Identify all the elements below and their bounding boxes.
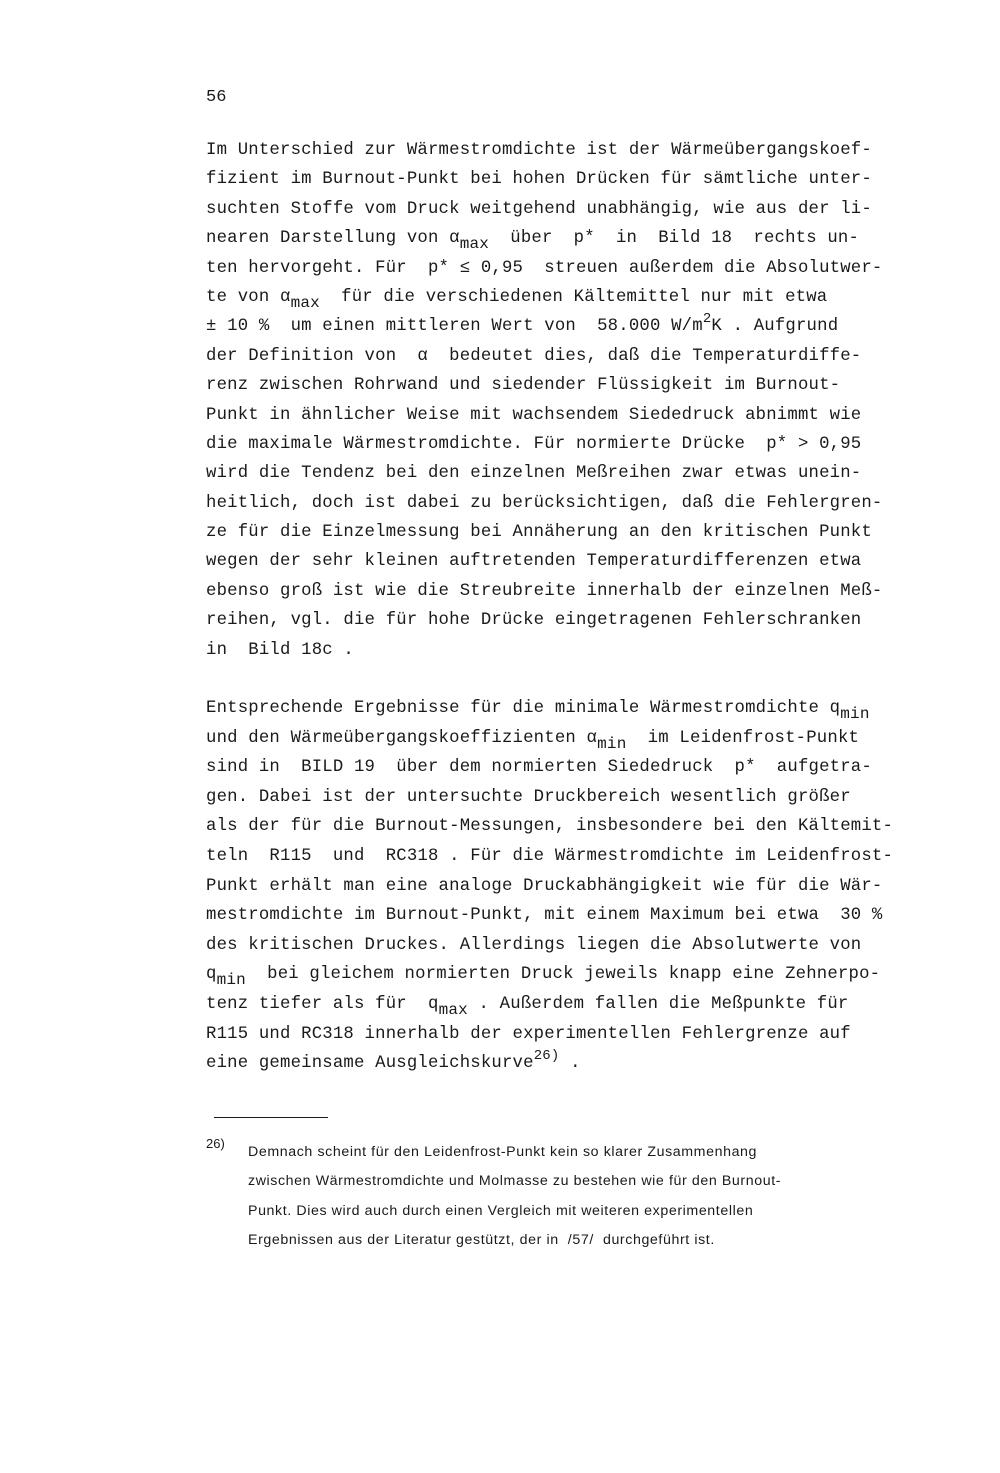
text-line: reihen, vgl. die für hohe Drücke eingetragenen Fehlerschranken [206,611,862,631]
text-line: der Definition von α bedeutet dies, daß die Temperaturdiffe- [206,346,862,366]
text-line: und den Wärmeübergangskoeffizienten $\alpha_{min}$ im Leidenfrost-Punkt [206,728,860,753]
text-line: Punkt in ähnlicher Weise mit wachsendem Siededruck abnimmt wie [206,405,862,425]
text-line: teln R115 und RC318 . Für die Wärmestromdichte im Leidenfrost- [206,846,894,866]
text-line: ± 10 % um einen mittleren Wert von 58.000 $W/m^2K$ . Aufgrund [206,311,839,337]
text-line: als der für die Burnout-Messungen, insbesondere bei den Kältemit- [206,817,894,837]
text-line: gen. Dabei ist der untersuchte Druckbereich wesentlich größer [206,787,851,807]
footnote-line: Punkt. Dies wird auch durch einen Vergleich mit weiteren experimentellen [248,1202,754,1219]
text-line: wird die Tendenz bei den einzelnen Meßreihen zwar etwas unein- [206,464,862,484]
text-line: ze für die Einzelmessung bei Annäherung an den kritischen Punkt [206,523,872,543]
paragraph-2 [206,694,966,1079]
footnote-text [206,1138,966,1255]
text-line: te von $\alpha_{max}$ für die verschiedenen Kältemittel nur mit etwa [206,287,828,312]
page-number: 56 [206,88,227,107]
text-line: Punkt erhält man eine analoge Druckabhängigkeit wie für die Wär- [206,876,883,896]
text-line: R115 und RC318 innerhalb der experimentellen Fehlergrenze auf [206,1024,851,1044]
text-line: ebenso groß ist wie die Streubreite innerhalb der einzelnen Meß- [206,581,883,601]
text-line: wegen der sehr kleinen auftretenden Temperaturdifferenzen etwa [206,552,862,572]
footnote-line: Demnach scheint für den Leidenfrost-Punkt kein so klarer Zusammenhang [248,1144,758,1160]
footnote-separator [214,1117,328,1118]
text-line: heitlich, doch ist dabei zu berücksichtigen, daß die Fehlergren- [206,493,883,513]
footnote-mark: 26) [206,1136,225,1151]
text-line: des kritischen Druckes. Allerdings liegen die Absolutwerte von [206,935,862,955]
text-line: renz zwischen Rohrwand und siedender Flüssigkeit im Burnout- [206,376,841,396]
text-line: in Bild 18c . [206,640,354,660]
footnote-line: Ergebnissen aus der Literatur gestützt, der in /57/ durchgeführt ist. [248,1231,715,1248]
text-line: ten hervorgeht. Für p* ≤ 0,95 streuen außerdem die Absolutwer- [206,258,883,278]
paragraph-1 [206,136,966,665]
text-line: nearen Darstellung von $\alpha_{max}$ über p* in Bild 18 rechts un- [206,229,860,254]
text-line: fizient im Burnout-Punkt bei hohen Drücken für sämtliche unter- [206,170,872,190]
text-line: die maximale Wärmestromdichte. Für normierte Drücke p* > 0,95 [206,434,862,454]
text-line: suchten Stoffe vom Druck weitgehend unabhängig, wie aus der li- [206,199,872,219]
text-line: Im Unterschied zur Wärmestromdichte ist der Wärmeübergangskoef- [206,141,872,160]
text-line: tenz tiefer als für $q_{max}$ . Außerdem fallen die Meßpunkte für [206,994,849,1019]
text-line: Entsprechende Ergebnisse für die minimale Wärmestromdichte $q_{min}$ [206,699,870,723]
text-line: $q_{min}$ bei gleichem normierten Druck jeweils knapp eine Zehnerpo- [206,965,881,990]
footnote-line: zwischen Wärmestromdichte und Molmasse zu bestehen wie für den Burnout- [248,1173,782,1190]
text-line: mestromdichte im Burnout-Punkt, mit einem Maximum bei etwa 30 % [206,906,883,926]
text-line: eine gemeinsame Ausgleichskurve$^{26)}$ . [206,1048,581,1074]
text-line: sind in BILD 19 über dem normierten Siededruck p* aufgetra- [206,758,872,778]
